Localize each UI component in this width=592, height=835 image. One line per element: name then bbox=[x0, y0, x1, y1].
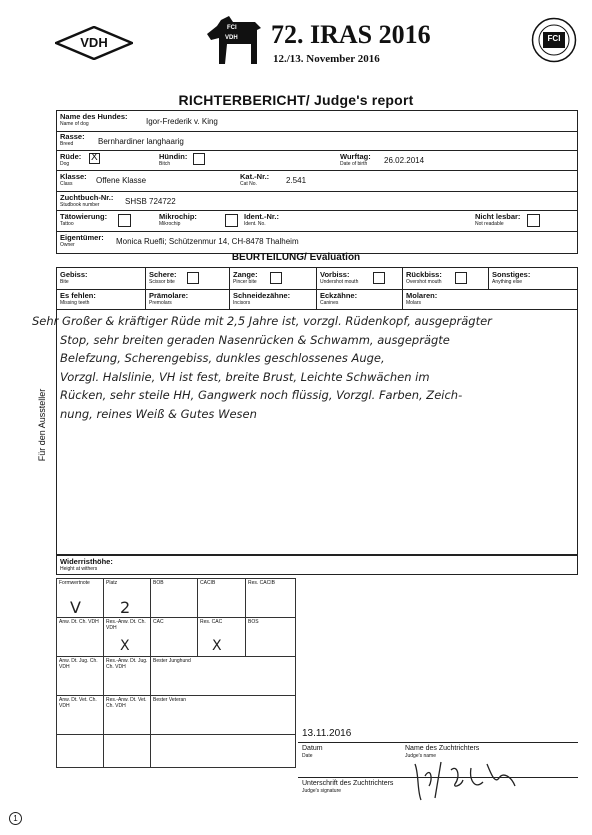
signature-label: Unterschrift des Zuchtrichters Judge's signature bbox=[302, 780, 394, 794]
vdh-logo bbox=[55, 26, 133, 60]
vet-ch-cell: Anw. Dt. Vet. Ch. VDH bbox=[56, 695, 104, 735]
grade-header-cell: Formwertnote bbox=[56, 578, 104, 618]
logo-sub-text: VDH bbox=[225, 35, 238, 41]
scissor-bite-label: Schere: Scissor bite bbox=[149, 270, 177, 285]
male-checkbox-mark: X bbox=[91, 152, 98, 163]
res-vet-ch-cell: Res.-Anw. Dt. Vet. Ch. VDH bbox=[103, 695, 151, 735]
cacib-header-cell: CACIB bbox=[197, 578, 246, 618]
report-title: RICHTERBERICHT/ Judge's report bbox=[178, 92, 414, 108]
female-checkbox[interactable] bbox=[193, 153, 205, 165]
res-ch-vdh-cell: Res.-Anw. Dt. Ch. VDH bbox=[103, 617, 151, 657]
cat-label: Kat.-Nr.: Cat No. bbox=[240, 172, 270, 187]
bos-cell: BOS bbox=[245, 617, 296, 657]
iras-dog-logo bbox=[203, 14, 265, 72]
critique-line: Rücken, sehr steile HH, Gangwerk noch flüssig, Vorzgl. Farben, Zeich- bbox=[60, 388, 463, 402]
best-veteran-cell: Bester Veteran bbox=[150, 695, 296, 735]
ident-label: Ident.-Nr.: Ident. No. bbox=[244, 212, 279, 227]
unreadable-label: Nicht lesbar: Not readable bbox=[475, 212, 521, 227]
chip-checkbox[interactable] bbox=[225, 214, 238, 227]
cat-value: 2.541 bbox=[286, 176, 307, 185]
event-dates: 12./13. November 2016 bbox=[273, 53, 380, 65]
cac-cell: CAC bbox=[150, 617, 198, 657]
owner-value: Monica Ruefli; Schützenmur 14, CH-8478 Thalheim bbox=[116, 237, 299, 246]
birth-value: 26.02.2014 bbox=[384, 156, 425, 165]
res-cacib-header-cell: Res. CACIB bbox=[245, 578, 296, 618]
overshot-label: Rückbiss: Overshot mouth bbox=[406, 270, 442, 285]
breed-label: Rasse: Breed bbox=[60, 132, 85, 147]
pincer-bite-label: Zange: Pincer bite bbox=[233, 270, 258, 285]
judge-signature bbox=[405, 756, 525, 804]
anything-else-label: Sonstiges: Anything else bbox=[492, 270, 531, 285]
blank-cell bbox=[56, 734, 104, 768]
withers-label: Widerristhöhe: Height at withers bbox=[60, 557, 113, 572]
fci-logo bbox=[531, 17, 577, 63]
ch-vdh-cell: Anw. Dt. Ch. VDH bbox=[56, 617, 104, 657]
blank-cell bbox=[103, 734, 151, 768]
owner-label: Eigentümer: Owner bbox=[60, 233, 104, 248]
critique-line: Sehr Großer & kräftiger Rüde mit 2,5 Jahre ist, vorzgl. Rüdenkopf, ausgeprägter bbox=[32, 314, 492, 328]
fci-logo-text: FCI bbox=[547, 34, 561, 43]
molars-label: Molaren: Molars bbox=[406, 291, 438, 306]
page-number-badge bbox=[9, 812, 22, 825]
judge-name-label: Name des Zuchtrichters Judge's name bbox=[405, 745, 480, 759]
birth-label: Wurftag: Date of birth bbox=[340, 152, 371, 167]
bob-header-cell: BOB bbox=[150, 578, 198, 618]
class-value: Offene Klasse bbox=[96, 176, 147, 185]
breed-value: Bernhardiner langhaarig bbox=[98, 137, 184, 146]
evaluation-title: BEURTEILUNG/ Evaluation bbox=[231, 252, 361, 263]
canines-label: Eckzähne: Canines bbox=[320, 291, 358, 306]
class-label: Klasse: Class bbox=[60, 172, 87, 187]
event-title: 72. IRAS 2016 bbox=[271, 20, 431, 49]
exhibitor-side-label: Für den Aussteller bbox=[37, 388, 47, 462]
page-number: 1 bbox=[13, 814, 18, 823]
place-header-cell: Platz bbox=[103, 578, 151, 618]
female-label: Hündin: Bitch bbox=[159, 152, 188, 167]
handwritten-critique bbox=[32, 312, 578, 423]
bite-label: Gebiss: Bite bbox=[60, 270, 88, 285]
res-ch-vdh-mark: X bbox=[120, 638, 130, 654]
critique-line: nung, reines Weiß & Gutes Wesen bbox=[60, 406, 257, 421]
pincer-bite-checkbox[interactable] bbox=[270, 272, 282, 284]
critique-line: Belefzung, Scherengebiss, dunkles geschlossenes Auge, bbox=[60, 351, 385, 365]
unreadable-checkbox[interactable] bbox=[527, 214, 540, 227]
overshot-checkbox[interactable] bbox=[455, 272, 467, 284]
dog-name-value: Igor-Frederik v. King bbox=[146, 117, 218, 126]
blank-cell bbox=[150, 734, 296, 768]
res-cac-mark: X bbox=[212, 638, 222, 654]
critique-line: Vorzgl. Halslinie, VH ist fest, breite Brust, Leichte Schwächen im bbox=[60, 369, 430, 384]
tattoo-checkbox[interactable] bbox=[118, 214, 131, 227]
undershot-label: Vorbiss: Undershot mouth bbox=[320, 270, 359, 285]
premolars-label: Prämolare: Premolars bbox=[149, 291, 189, 306]
res-jug-ch-cell: Res.-Anw. Dt. Jug. Ch. VDH bbox=[103, 656, 151, 696]
res-cac-cell: Res. CAC bbox=[197, 617, 246, 657]
withers-field bbox=[56, 555, 578, 575]
vdh-logo-text: VDH bbox=[80, 35, 108, 50]
date-value: 13.11.2016 bbox=[302, 728, 352, 739]
studbook-value: SHSB 724722 bbox=[125, 197, 176, 206]
name-label: Name des Hundes: Name of dog bbox=[60, 112, 128, 127]
incisors-label: Schneidezähne: Incisors bbox=[233, 291, 291, 306]
studbook-label: Zuchtbuch-Nr.: Studbook number bbox=[60, 193, 114, 208]
best-junior-cell: Bester Junghund bbox=[150, 656, 296, 696]
chip-label: Mikrochip: Mikrochip bbox=[159, 212, 197, 227]
logo-mark-text: FCI bbox=[227, 25, 237, 31]
tattoo-label: Tätowierung: Tattoo bbox=[60, 212, 108, 227]
missing-teeth-label: Es fehlen: Missing teeth bbox=[60, 291, 96, 306]
date-label: Datum Date bbox=[302, 745, 323, 759]
scissor-bite-checkbox[interactable] bbox=[187, 272, 199, 284]
jug-ch-cell: Anw. Dt. Jug. Ch. VDH bbox=[56, 656, 104, 696]
critique-line: Stop, sehr breiten geraden Nasenrücken & Schwamm, ausgeprägte bbox=[60, 332, 450, 347]
place-mark: 2 bbox=[120, 598, 131, 617]
undershot-checkbox[interactable] bbox=[373, 272, 385, 284]
grade-mark: V bbox=[70, 598, 81, 617]
male-label: Rüde: Dog bbox=[60, 152, 82, 167]
